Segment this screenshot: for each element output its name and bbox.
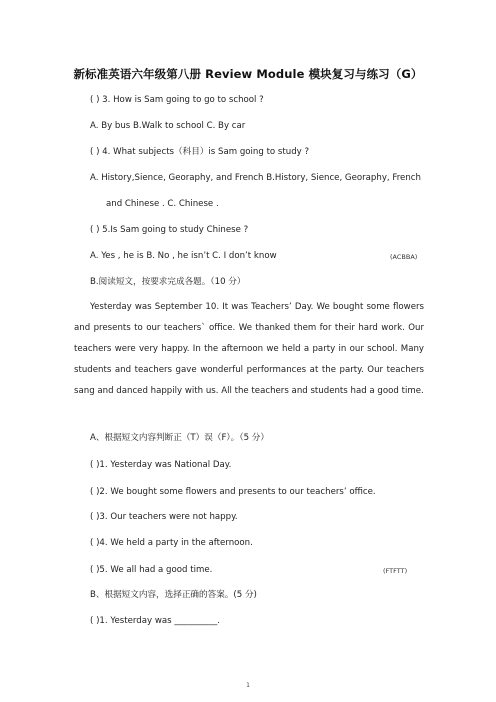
tf-question-2: ( )2. We bought some flowers and presents to our teachers’ office. xyxy=(90,487,376,497)
document-title: 新标准英语六年级第八册 Review Module 模块复习与练习（G） xyxy=(73,67,423,81)
question-4: ( ) 4. What subjects（科目）is Sam going to study ? xyxy=(90,147,310,157)
tf-question-4: ( )4. We held a party in the afternoon. xyxy=(90,538,253,548)
task-a-heading: A、根据短文内容判断正（T）误（F）。（5 分） xyxy=(90,433,269,443)
tf-question-1: ( )1. Yesterday was National Day. xyxy=(90,460,232,470)
question-3-options: A. By bus B.Walk to school C. By car xyxy=(90,121,246,131)
question-5-options: A. Yes , he is B. No , he isn’t C. I don’t know xyxy=(90,251,277,261)
question-5: ( ) 5.Is Sam going to study Chinese ? xyxy=(90,225,249,235)
section-b-heading: B.阅读短文，按要求完成各题。（10 分） xyxy=(90,277,246,287)
answer-key-2: (FTFTT) xyxy=(383,567,408,575)
reading-passage: Yesterday was September 10. It was Teachers’ Day. We bought some flowers and presents to our teachers` office. We thanked them for their hard work. Our teachers were very happy. In the afternoon we held a party in our school. Many students and teachers gave wonderful performances at the party. Our teachers sang and danced happily with us. All the teachers and students had a good time. xyxy=(74,302,424,396)
answer-key-1: (ACBBA) xyxy=(390,253,418,261)
question-4-options-line-1: A. History,Sience, Georaphy, and French B.History, Sience, Georaphy, French xyxy=(90,173,421,183)
tf-question-3: ( )3. Our teachers were not happy. xyxy=(90,512,238,522)
tf-question-5: ( )5. We all had a good time. xyxy=(90,565,213,575)
page-number: 1 xyxy=(246,682,250,689)
question-3: ( ) 3. How is Sam going to go to school ? xyxy=(90,95,264,105)
question-4-options-line-2: and Chinese . C. Chinese . xyxy=(106,199,219,209)
mc-question-1: ( )1. Yesterday was __________. xyxy=(90,616,221,626)
task-b-heading: B、根据短文内容，选择正确的答案。(5 分) xyxy=(90,590,257,600)
